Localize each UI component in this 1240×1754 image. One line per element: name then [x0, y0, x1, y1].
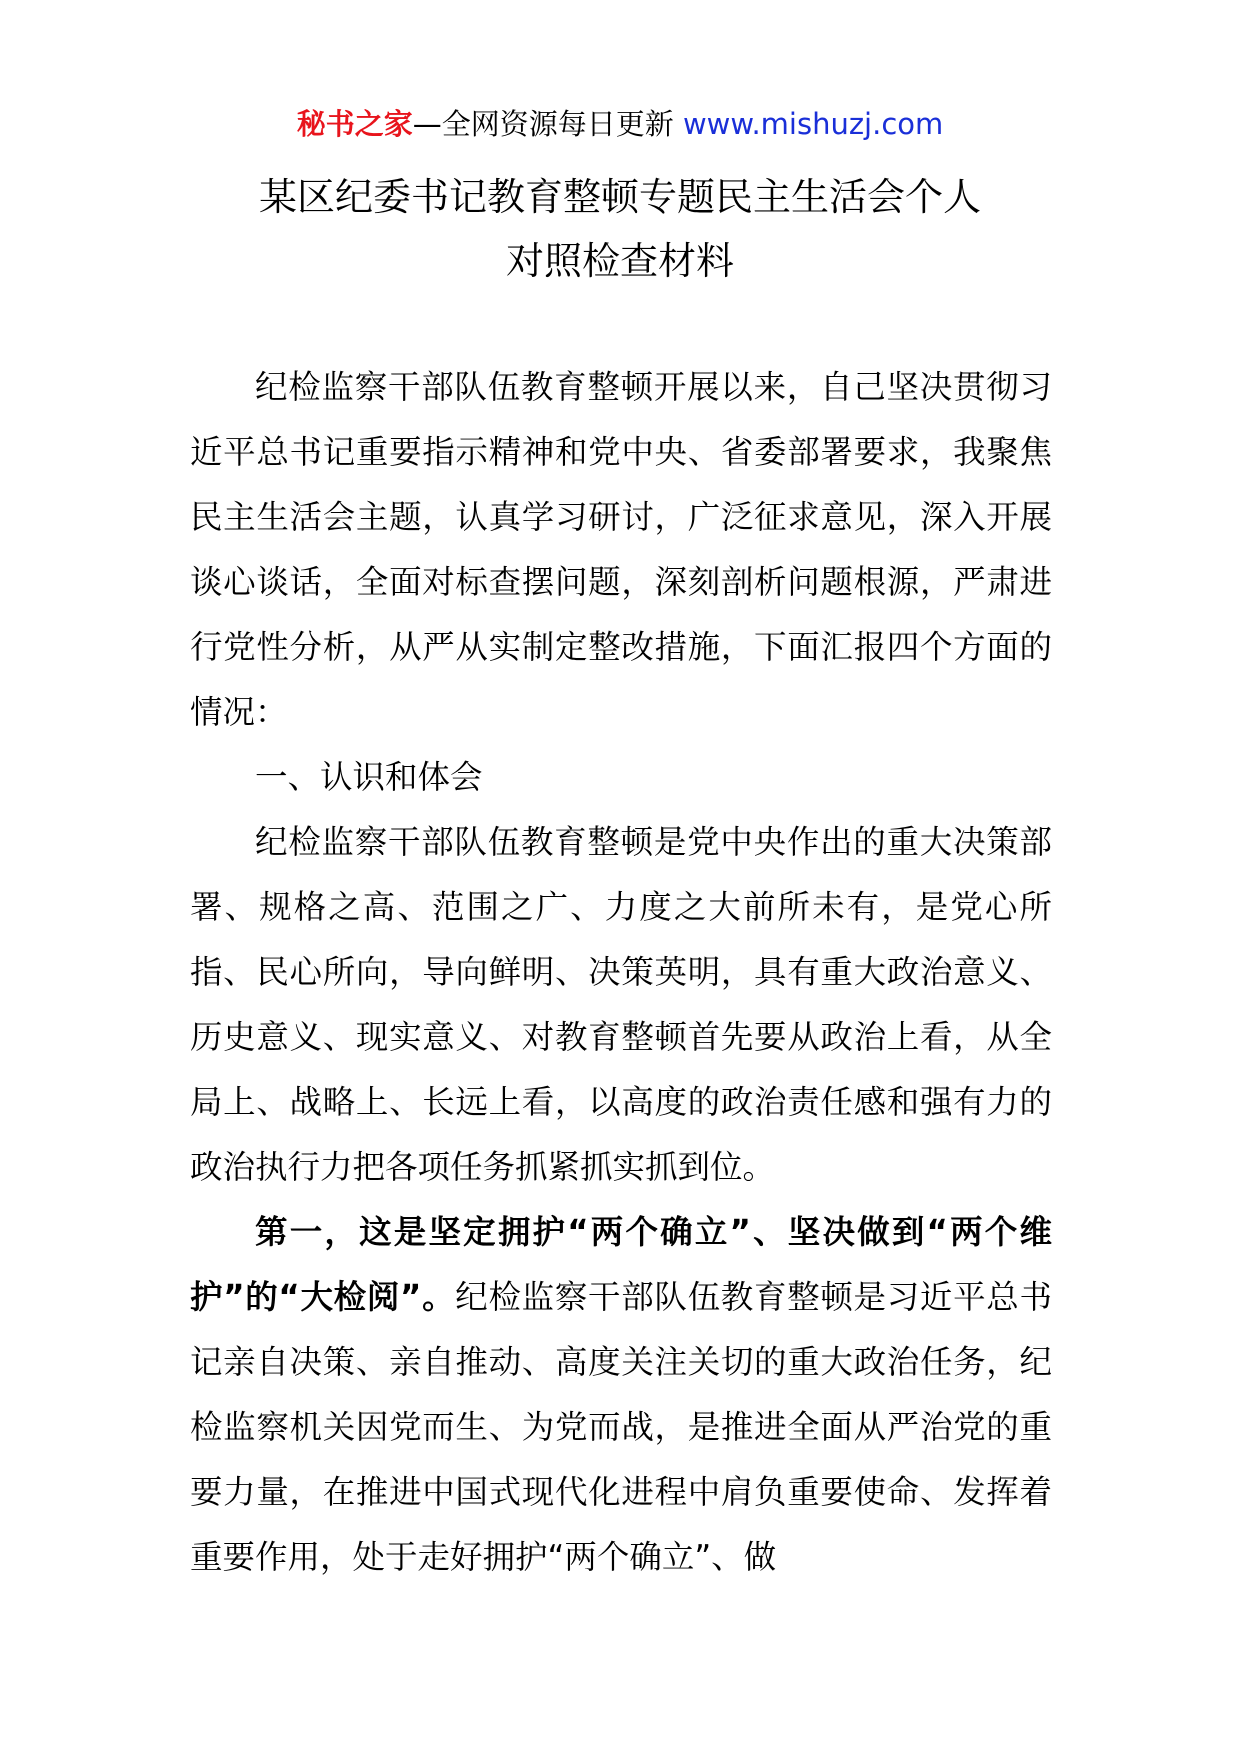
banner-url[interactable]: www.mishuzj.com	[682, 107, 944, 141]
document-title	[0, 165, 1240, 293]
section-heading: 一、认识和体会	[255, 758, 483, 796]
body-paragraph-emphasis	[190, 1200, 1052, 1590]
body-paragraph: 纪检监察干部队伍教育整顿是党中央作出的重大决策部署、规格之高、范围之广、力度之大前所未有，是党心所指、民心所向，导向鲜明、决策英明，具有重大政治意义、历史意义、现实意义、对教育整顿首先要从政治上看，从全局上、战略上、长远上看，以高度的政治责任感和强有力的政治执行力把各项任务抓紧抓实抓到位。	[190, 823, 1052, 1186]
emphasis-rest: 纪检监察干部队伍教育整顿是习近平总书记亲自决策、亲自推动、高度关注关切的重大政治任务，纪检监察机关因党而生、为党而战，是推进全面从严治党的重要力量，在推进中国式现代化进程中肩负重要使命、发挥着重要作用，处于走好拥护“两个确立”、做	[190, 1278, 1052, 1576]
title-line-1: 某区纪委书记教育整顿专题民主生活会个人	[258, 175, 981, 219]
brand-name: 秘书之家	[296, 107, 413, 141]
site-banner	[0, 104, 1240, 144]
title-line-2: 对照检查材料	[505, 239, 734, 283]
emphasis-lead: 第一，这是坚定拥护“两个确立”、坚决做到“两个维护”的“大检阅”。	[190, 1213, 1052, 1316]
document-body	[190, 355, 1052, 1590]
intro-paragraph: 纪检监察干部队伍教育整顿开展以来，自己坚决贯彻习近平总书记重要指示精神和党中央、省委部署要求，我聚焦民主生活会主题，认真学习研讨，广泛征求意见，深入开展谈心谈话，全面对标查摆问题，深刻剖析问题根源，严肃进行党性分析，从严从实制定整改措施，下面汇报四个方面的情况：	[190, 368, 1052, 731]
banner-tagline: —全网资源每日更新	[412, 107, 683, 141]
